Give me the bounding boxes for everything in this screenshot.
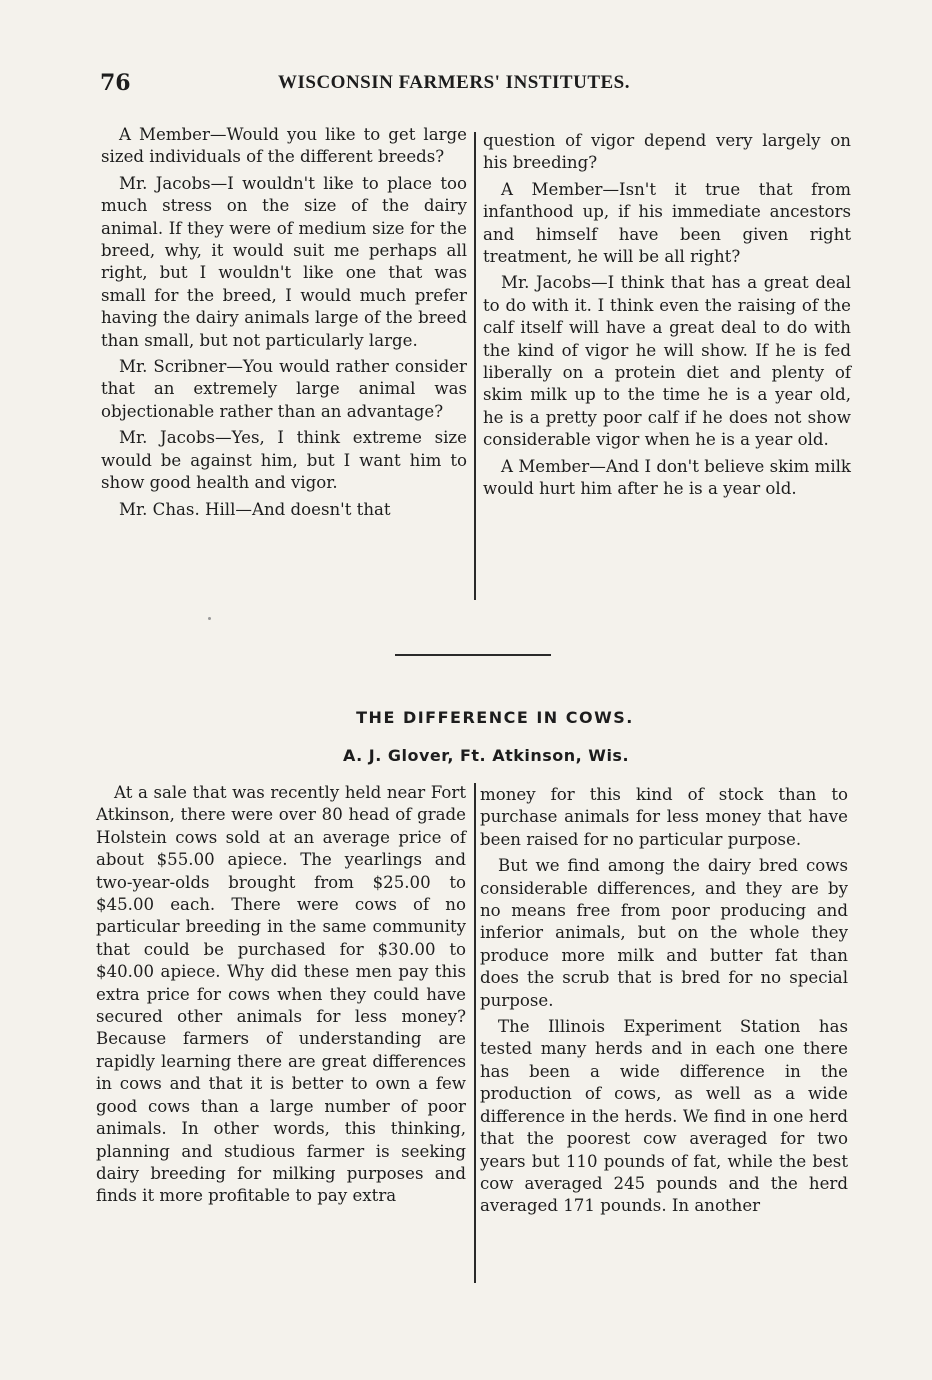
article-title: THE DIFFERENCE IN COWS.: [356, 708, 634, 727]
discussion-right-column: [483, 130, 851, 505]
column-divider: [474, 132, 476, 600]
paragraph: question of vigor depend very largely on his breeding?: [483, 131, 851, 173]
paragraph: Mr. Jacobs—I wouldn't like to place too much stress on the size of the dairy animal. If they were of medium size for the breed, why, it would suit me perhaps all right, but I wouldn't like one that was small for the breed, I would much prefer having the dairy animals large of the breed than small, but not particularly large.: [101, 173, 467, 350]
paragraph: Mr. Chas. Hill—And doesn't that: [119, 499, 391, 519]
article-left-column: [96, 782, 466, 1212]
paragraph: But we find among the dairy bred cows considerable differences, and they are by no means free from poor producing and inferior animals, but on the whole they produce more milk and butter fat than does the scrub that is bred for no special purpose.: [480, 856, 848, 1010]
page-number: 76: [100, 70, 131, 96]
paragraph: Mr. Scribner—You would rather consider that an extremely large animal was objectionable rather than an advantage?: [101, 357, 467, 421]
paragraph: money for this kind of stock than to purchase animals for less money that have been raised for no particular purpose.: [480, 785, 848, 849]
paragraph: Mr. Jacobs—Yes, I think extreme size would be against him, but I want him to show good health and vigor.: [101, 428, 467, 493]
paragraph: Mr. Jacobs—I think that has a great deal to do with it. I think even the raising of the calf itself will have a great deal to do with the kind of vigor he will show. If he is fed liberally on a protein diet and plenty of skim milk up to the time he is a year old, he is a pretty poor calf if he does not show considerable vigor when he is a year old.: [483, 273, 851, 450]
paragraph: A Member—Would you like to get large sized individuals of the different breeds?: [101, 125, 467, 167]
column-divider: [474, 783, 476, 1283]
paragraph: A Member—And I don't believe skim milk would hurt him after he is a year old.: [483, 456, 851, 499]
paragraph: At a sale that was recently held near Fort Atkinson, there were over 80 head of grade Holstein cows sold at an average price of about $55.00 apiece. The yearlings and two-year-olds brought from $25.00 to $45.00 each. There were cows of no particular breeding in the same community that could be purchased for $30.00 to $40.00 apiece. Why did these men pay this extra price for cows when they could have secured other animals for less money? Because farmers of understanding are rapidly learning there are great differences in cows and that it is better to own a few good cows than a large number of poor animals. In other words, this thinking, planning and studious farmer is seeking dairy breeding for milking purposes and finds it more profitable to pay extra: [96, 783, 466, 1206]
paragraph: The Illinois Experiment Station has tested many herds and in each one there has been a wide difference in the production of cows, as well as a wide difference in the herds. We find in one herd that the poorest cow averaged for two years but 110 pounds of fat, while the best cow averaged 245 pounds and the herd averaged 171 pounds. In another: [480, 1017, 848, 1216]
page-header: [100, 70, 860, 100]
article-byline: A. J. Glover, Ft. Atkinson, Wis.: [342, 746, 630, 765]
print-speck: [208, 617, 211, 620]
running-head: WISCONSIN FARMERS' INSTITUTES.: [278, 72, 630, 93]
section-rule: [395, 654, 551, 656]
article-right-column: [480, 784, 848, 1222]
paragraph: A Member—Isn't it true that from infanthood up, if his immediate ancestors and himself have been given right treatment, he will be all right?: [483, 179, 851, 267]
discussion-left-column: [101, 124, 467, 525]
